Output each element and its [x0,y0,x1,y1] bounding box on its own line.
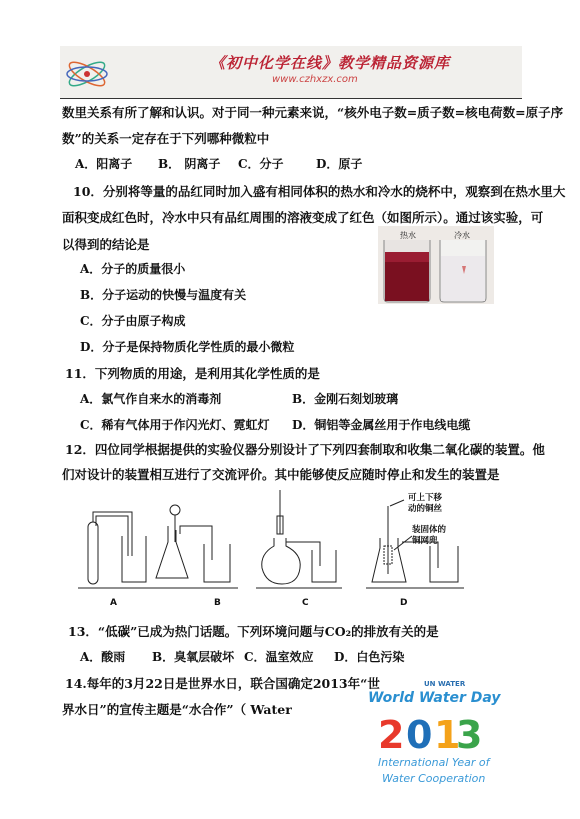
q11-option-d: D．铜铝等金属丝用于作电线电缆 [292,418,471,432]
annot-movable-1: 可上下移 [408,493,443,503]
iy-line2: Water Cooperation [382,772,486,785]
q13-option-d: D．白色污染 [334,650,405,664]
annot-net-2: 铜网兜 [412,536,438,546]
svg-text:2: 2 [378,713,405,757]
q10-line3: 以得到的结论是 [62,237,150,252]
q13-option-b: B．臭氧层破坏 [152,650,235,664]
q10-option-a: A．分子的质量很小 [80,262,186,276]
q13-line1: 13．“低碳”已成为热门话题。下列环境问题与CO₂的排放有关的是 [68,624,439,639]
header-title: 《初中化学在线》教学精品资源库 [210,54,451,72]
annot-net-1: 装固体的 [412,525,447,535]
q9-line1: 数里关系有所了解和认识。对于同一种元素来说，“核外电子数=质子数=核电荷数=原子序 [62,105,564,120]
apparatus-label-a: A [110,598,117,608]
hot-water-label: 热水 [400,231,416,240]
header-url: www.czhxzx.com [272,74,358,85]
atom-logo-icon [64,50,110,94]
q9-option-c: C．分子 [238,157,284,171]
q9-option-b: B． 阴离子 [158,157,221,171]
apparatus-diagram [70,486,480,598]
apparatus-a [78,512,155,588]
q11-line1: 11．下列物质的用途，是利用其化学性质的是 [65,366,320,381]
q9-line2: 数”的关系一定存在于下列哪种微粒中 [62,131,270,146]
apparatus-b [150,505,238,588]
svg-text:1: 1 [434,713,461,757]
apparatus-label-c: C [302,598,309,608]
q11-option-b: B．金刚石刻划玻璃 [292,392,399,406]
q9-option-d: D．原子 [316,157,363,171]
q13-option-a: A．酸雨 [80,650,126,664]
svg-text:3: 3 [456,713,483,757]
header-banner [60,46,522,99]
beaker-photo [378,226,494,304]
apparatus-label-b: B [214,598,221,608]
q10-line2: 面积变成红色时，冷水中只有品红周围的溶液变成了红色（如图所示）。通过该实验，可 [62,210,544,225]
q14-line2: 界水日”的宣传主题是“水合作”（ Water [62,702,292,717]
q10-option-b: B．分子运动的快慢与温度有关 [80,288,247,302]
apparatus-label-d: D [400,598,408,608]
apparatus-c [256,490,342,588]
year-2013 [378,713,482,757]
q14-line1: 14.每年的3月22日是世界水日，联合国确定2013年“世 [65,676,380,691]
wwd-text: World Water Day [368,690,501,706]
q9-option-a: A．阳离子 [75,157,133,171]
annot-movable-2: 动的铜丝 [408,504,443,514]
iy-line1: International Year of [378,756,490,769]
q12-line2: 们对设计的装置相互进行了交流评价。其中能够使反应随时停止和发生的装置是 [62,467,500,482]
q13-option-c: C．温室效应 [244,650,314,664]
q10-option-d: D．分子是保持物质化学性质的最小微粒 [80,340,295,354]
q10-option-c: C．分子由原子构成 [80,314,186,328]
cold-water-label: 冷水 [454,231,470,240]
q10-line1: 10．分别将等量的品红同时加入盛有相同体积的热水和冷水的烧杯中，观察到在热水里大 [73,184,566,199]
q12-line1: 12．四位同学根据提供的实验仪器分别设计了下列四套制取和收集二氧化碳的装置。他 [65,442,545,457]
q11-option-a: A．氯气作自来水的消毒剂 [80,392,222,406]
svg-text:0: 0 [406,713,433,757]
q11-option-c: C．稀有气体用于作闪光灯、霓虹灯 [80,418,270,432]
un-water-text: UN WATER [424,680,466,688]
world-water-day-logo [364,676,522,792]
